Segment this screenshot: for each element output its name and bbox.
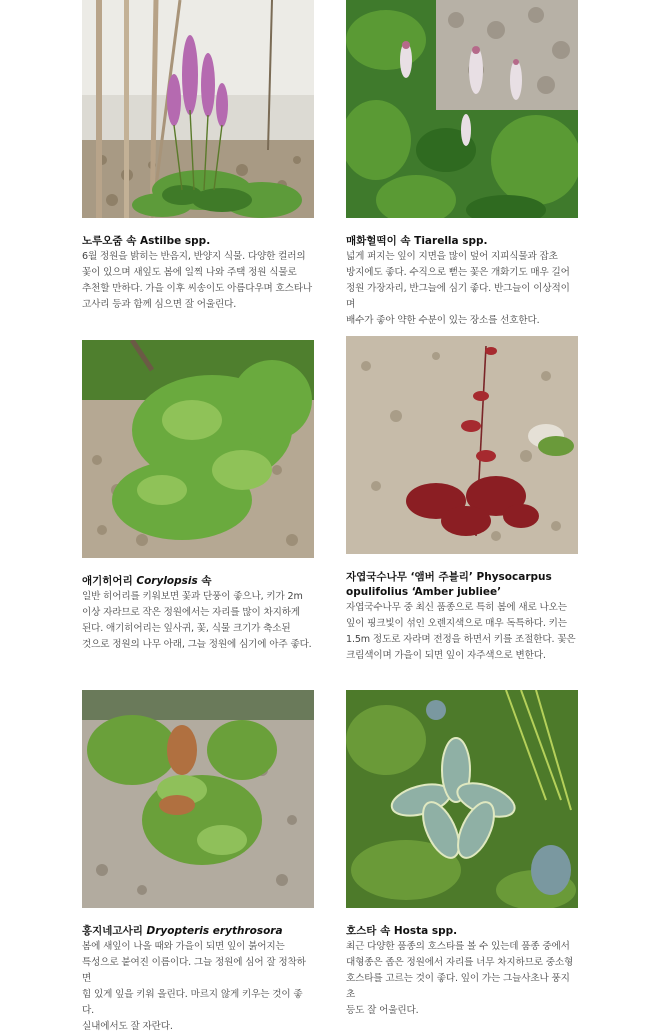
plant-title: 자엽국수나무 ‘앰버 주블리’ Physocarpus opulifolius ‘Amber jubliee’ <box>346 571 552 598</box>
plant-title: 애기히어리 Corylopsis 속 <box>82 575 212 587</box>
astilbe-photo <box>82 0 314 218</box>
plant-title: 홍지네고사리 Dryopteris erythrosora <box>82 925 283 937</box>
hosta-photo <box>346 690 578 908</box>
plant-description: 봄에 새잎이 나올 때와 가을이 되면 잎이 붉어지는 특성으로 붙여진 이름이다. 그늘 정원에 심어 잘 정착하면 힘 있게 잎을 키워 올린다. 마르지 않게 키우는 것이 좋다. 실내에서도 잘 자란다. <box>82 941 306 1032</box>
dryopteris-photo <box>82 690 314 908</box>
plant-card-dryopteris <box>82 690 314 1034</box>
plant-card-astilbe <box>82 0 314 313</box>
plant-title: 매화헐떡이 속 Tiarella spp. <box>346 235 488 247</box>
plant-card-physocarpus <box>346 336 578 664</box>
corylopsis-photo <box>82 340 314 558</box>
plant-card-tiarella <box>346 0 578 329</box>
plant-description: 6월 정원을 밝히는 반음지, 반양지 식물. 다양한 컬러의 꽃이 있으며 새잎도 봄에 일찍 나와 주택 정원 식물로 추천할 만하다. 가을 이후 씨송이도 아름다우며 호스타나 고사리 등과 함께 심으면 잘 어울린다. <box>82 251 313 310</box>
physocarpus-photo <box>346 336 578 554</box>
plant-card-corylopsis <box>82 340 314 653</box>
plant-title: 노루오줌 속 Astilbe spp. <box>82 235 211 247</box>
tiarella-photo <box>346 0 578 218</box>
plant-description: 자엽국수나무 중 최신 품종으로 특히 봄에 새로 나오는 잎이 핑크빛이 섞인 오렌지색으로 매우 독특하다. 키는 1.5m 정도로 자라며 전정을 하면서 키를 조절한다. 꽃은 크림색이며 가을이 되면 잎이 자주색으로 변한다. <box>346 602 576 661</box>
plant-description: 일반 히어리를 키워보면 꽃과 단풍이 좋으나, 키가 2m 이상 자라므로 작은 정원에서는 자리를 많이 차지하게 된다. 애기히어리는 잎사귀, 꽃, 식물 크기가 축소된 것으로 정원의 나무 아래, 그늘 정원에 심기에 아주 좋다. <box>82 591 312 650</box>
plant-description: 넓게 퍼지는 잎이 지면을 많이 덮어 지피식물과 잡초 방지에도 좋다. 수직으로 뻗는 꽃은 개화기도 매우 길어 정원 가장자리, 반그늘에 심기 좋다. 반그늘이 이상적이며 배수가 좋아 약한 수분이 있는 장소를 선호한다. <box>346 251 570 326</box>
plant-title: 호스타 속 Hosta spp. <box>346 925 458 937</box>
plant-card-hosta <box>346 690 578 1019</box>
plant-description: 최근 다양한 품종의 호스타를 볼 수 있는데 품종 중에서 대형종은 좁은 정원에서 자리를 너무 차지하므로 중소형 호스타를 고르는 것이 좋다. 잎이 가는 그늘사초나 풍지초 등도 잘 어울린다. <box>346 941 574 1016</box>
